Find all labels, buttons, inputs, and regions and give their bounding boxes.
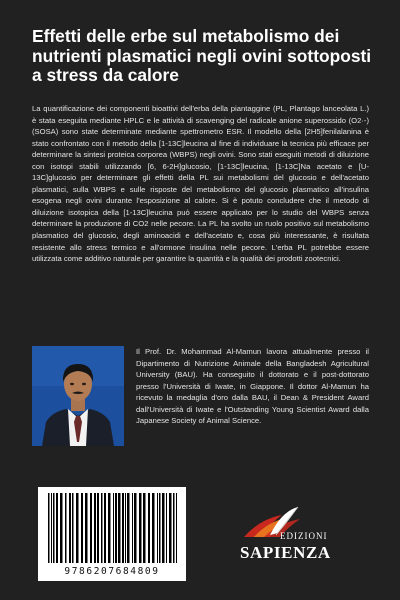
barcode-bar <box>104 493 106 563</box>
barcode-bar <box>166 493 167 563</box>
barcode-bar <box>53 493 55 563</box>
author-portrait-icon <box>32 346 124 446</box>
barcode-bar <box>65 493 67 563</box>
barcode-bar <box>56 493 58 563</box>
barcode-bar <box>81 493 83 563</box>
barcode-bar <box>118 493 121 563</box>
barcode-bar <box>127 493 130 563</box>
barcode-bar <box>72 493 74 563</box>
barcode-bar <box>60 493 63 563</box>
barcode-bar <box>162 493 165 563</box>
barcode-bar <box>115 493 117 563</box>
barcode-bar <box>113 493 114 563</box>
publisher-name: SAPIENZA <box>240 543 331 562</box>
barcode-bar <box>143 493 146 563</box>
author-biography: Il Prof. Dr. Mohammad Al-Mamun lavora attualmente presso il Dipartimento di Nutrizione Animale della Bangladesh Agricultural University (BAU). Ha conseguito il dottorato e il post-dottorato presso l'Università di Iwate, in Giappone. Il dottor Al-Mamun ha ricevuto la medaglia d'oro dalla BAU, il Dean & President Award dall'Università di Iwate e l'Outstanding Young Scientist Award dalla Japanese Society of Animal Science. <box>136 347 369 425</box>
barcode-bar <box>134 493 137 563</box>
barcode-bar <box>157 493 158 563</box>
barcode-bar <box>108 493 111 563</box>
barcode-bar <box>125 493 126 563</box>
barcode-bar <box>90 493 92 563</box>
book-abstract: La quantificazione dei componenti bioattivi dell'erba della piantaggine (PL, Plantago lanceolata L.) è stata eseguita mediante HPLC e le attività di scavenging del radicale anione superossido (O2·-) (SOSA) sono state determinate mediante spettrometro ESR. Il modello della [2H5]fenilalanina è stato confrontato con il metodo della [1-13C]leucina al fine di individuare la tecnica più efficace per determinare la sintesi proteica corporea (WBPS) negli ovini. Sono stati eseguiti metodi di diluizione con isotopi stabili utilizzando [6, 6-2H]glucosio, [1-13C]leucina, [1-13C]Na acetato e [U-13C]glucosio per determinare gli effetti della PL sui metabolismi del glucosio e dell'acetato plasmatici, sulla WBPS e sulle risposte del metabolismo del glucosio plasmatico all'insulina esogena negli ovini durante l'esposizione al calore. Si è potuto concludere che il metodo di diluizione isotopica della [1-13C]leucina può essere applicato per lo studio del WBPS senza determinare la produzione di CO2 nelle pecore. La PL ha svolto un ruolo positivo sul metabolismo plasmatico del glucosio, degli aminoacidi e dell'acetato e, cosa più interessante, è risultata resistente allo stress termico e all'ormone insulina nelle pecore. L'erba PL potrebbe essere utilizzata come additivo naturale per garantire la quantità e la qualità dei prodotti zootecnici. <box>32 104 369 264</box>
barcode-bar <box>51 493 52 563</box>
barcode-bar <box>69 493 71 563</box>
barcode-icon <box>38 487 186 567</box>
barcode-bar <box>173 493 175 563</box>
barcode-bar <box>76 493 79 563</box>
publisher-logo <box>240 505 370 575</box>
barcode-bar <box>176 493 177 563</box>
book-title: Effetti delle erbe sul metabolismo dei nutrienti plasmatici negli ovini sottoposti a stress da calore <box>32 26 372 86</box>
barcode-bar <box>139 493 142 563</box>
barcode-bar <box>94 493 96 563</box>
isbn-number: 9786207684809 <box>64 566 160 577</box>
barcode-bar <box>48 493 50 563</box>
author-photo <box>32 346 124 446</box>
barcode-bar <box>132 493 133 563</box>
isbn-barcode <box>38 487 186 581</box>
barcode-bar <box>148 493 150 563</box>
barcode-bar <box>97 493 99 563</box>
publisher-imprint: EDIZIONI <box>280 531 328 541</box>
barcode-bar <box>152 493 155 563</box>
barcode-bar <box>85 493 88 563</box>
barcode-bar <box>122 493 124 563</box>
barcode-bar <box>101 493 103 563</box>
barcode-bar <box>169 493 172 563</box>
barcode-bar <box>159 493 161 563</box>
